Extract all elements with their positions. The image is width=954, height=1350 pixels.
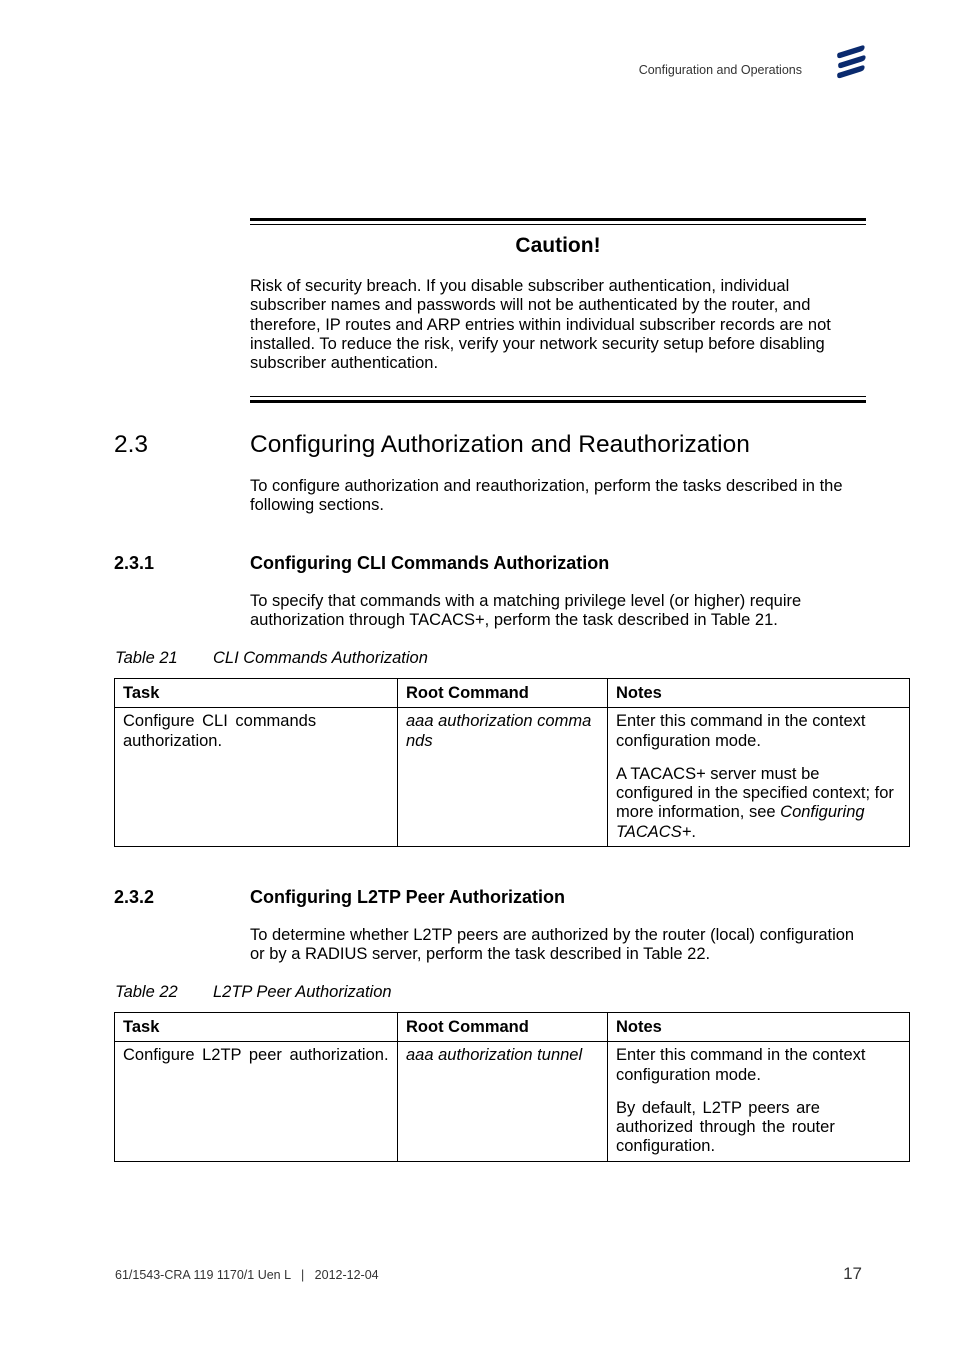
caution-text: Risk of security breach. If you disable subscriber authentication, individual subscriber names and passwords will not be authenticated by the router, and therefore, IP routes and ARP entries within individual subscriber records are not installed. To reduce the risk, verify your network security setup before disabling subscriber authentication. [250, 277, 831, 373]
table-21-caption-title: CLI Commands Authorization [213, 649, 428, 667]
section-intro: To configure authorization and reauthorization, perform the tasks described in the following sections. [250, 477, 843, 515]
command-cell: aaa authorization commands [398, 708, 608, 847]
subsection-2-title: Configuring L2TP Peer Authorization [250, 887, 565, 907]
subsection-2-number: 2.3.2 [114, 887, 155, 907]
caution-title: Caution! [515, 234, 601, 257]
column-header-root-command: Root Command [398, 1013, 608, 1042]
task-cell: Configure CLI commands authorization. [115, 708, 398, 847]
note-text: A TACACS+ server must be configured in the specified context; for more information, see [616, 764, 894, 822]
subsection-1-number: 2.3.1 [114, 553, 155, 573]
column-header-notes: Notes [608, 1013, 910, 1042]
table-header-row [115, 679, 910, 708]
document-id: 61/1543-CRA 119 1170/1 Uen L | 2012-12-04 [115, 1268, 379, 1282]
table-21-caption-number: Table 21 [115, 649, 178, 667]
note-paragraph: By default, L2TP peers are authorized through the router configuration. [616, 1098, 835, 1156]
note-paragraph: Enter this command in the context configuration mode. [616, 1046, 866, 1084]
table-row [115, 708, 910, 847]
column-header-root-command: Root Command [398, 679, 608, 708]
column-header-task: Task [115, 679, 398, 708]
command-cell: aaa authorization tunnel [398, 1042, 608, 1162]
task-cell: Configure L2TP peer authorization. [115, 1042, 398, 1162]
table-row [115, 1042, 910, 1162]
column-header-task: Task [115, 1013, 398, 1042]
page-number: 17 [843, 1264, 862, 1283]
notes-cell [608, 708, 910, 847]
subsection-2-intro: To determine whether L2TP peers are authorized by the router (local) configuration or by a RADIUS server, perform the task described in Table 22. [250, 926, 855, 964]
table-22-caption-number: Table 22 [115, 983, 178, 1001]
ericsson-logo-icon [836, 44, 866, 80]
cross-reference-link[interactable]: Configuring TACACS+ [616, 803, 865, 841]
section-title: Configuring Authorization and Reauthorization [250, 431, 750, 458]
table-22 [114, 1012, 910, 1162]
table-21 [114, 678, 910, 847]
subsection-1-title: Configuring CLI Commands Authorization [250, 553, 610, 573]
note-text: . [691, 822, 696, 841]
column-header-notes: Notes [608, 679, 910, 708]
note-paragraph [616, 765, 901, 842]
note-paragraph: Enter this command in the context configuration mode. [616, 712, 866, 750]
table-header-row [115, 1013, 910, 1042]
subsection-1-intro: To specify that commands with a matching privilege level (or higher) require authorization through TACACS+, perform the task described in Table 21. [250, 592, 802, 630]
notes-cell [608, 1042, 910, 1162]
caution-bottom-rule [250, 396, 866, 403]
running-header: Configuration and Operations [638, 63, 802, 77]
section-number: 2.3 [114, 431, 149, 458]
table-22-caption-title: L2TP Peer Authorization [213, 983, 392, 1001]
caution-top-rule [250, 218, 866, 225]
